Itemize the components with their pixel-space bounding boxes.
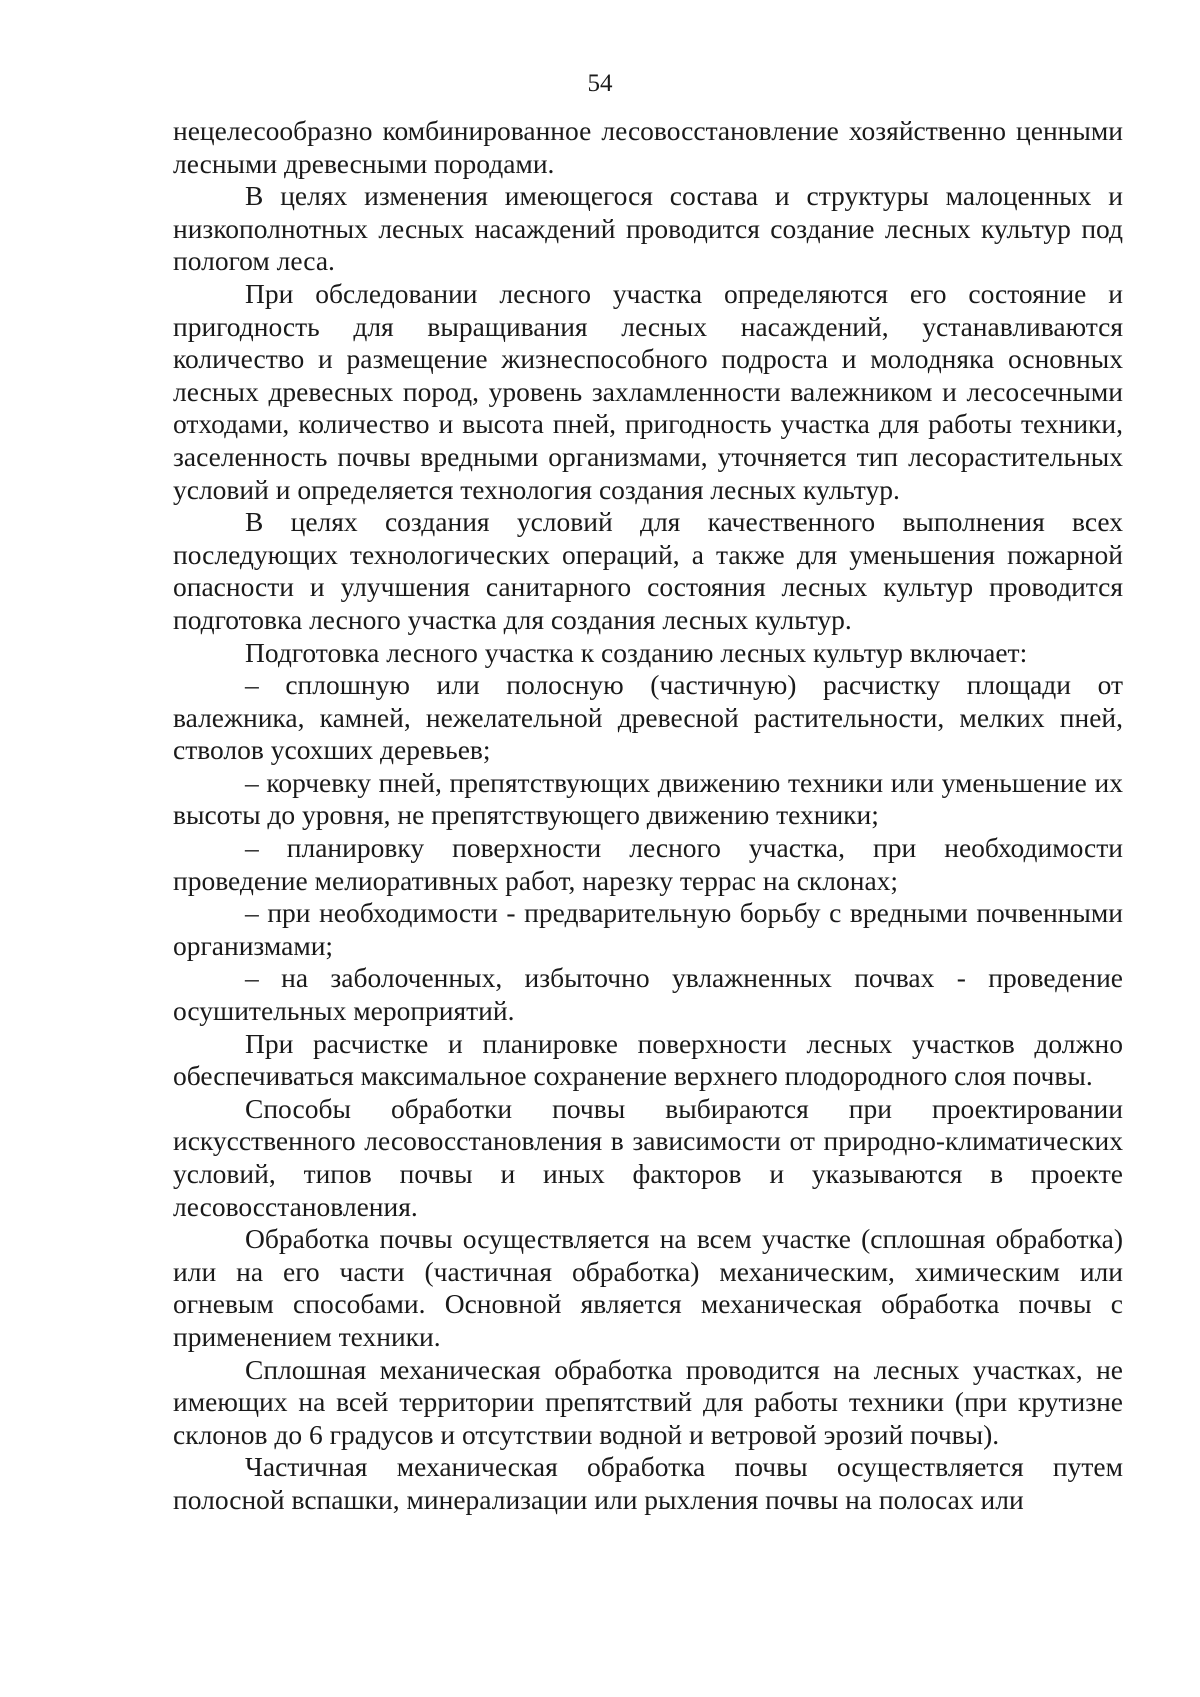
paragraph: В целях создания условий для качественного выполнения всех последующих технологических операций, а также для уменьшения пожарной опасности и улучшения санитарного состояния лесных культур проводится подготовка лесного участка для создания лесных культур.: [173, 506, 1123, 635]
paragraph: В целях изменения имеющегося состава и структуры малоценных и низкополнотных лесных насаждений проводится создание лесных культур под пологом леса.: [173, 180, 1123, 277]
paragraph: Обработка почвы осуществляется на всем участке (сплошная обработка) или на его части (частичная обработка) механическим, химическим или огневым способами. Основной является механическая обработка почвы с применением техники.: [173, 1223, 1123, 1352]
list-item: – корчевку пней, препятствующих движению техники или уменьшение их высоты до уровня, не препятствующего движению техники;: [173, 766, 1123, 831]
page-number: 54: [587, 70, 613, 97]
list-item: – на заболоченных, избыточно увлажненных почвах - проведение осушительных мероприятий.: [173, 962, 1123, 1027]
paragraph: Способы обработки почвы выбираются при проектировании искусственного лесовосстановления в зависимости от природно-климатических условий, типов почвы и иных факторов и указываются в проекте лесовосстановления.: [173, 1092, 1123, 1222]
paragraph: Частичная механическая обработка почвы осуществляется путем полосной вспашки, минерализации или рыхления почвы на полосах или: [173, 1451, 1123, 1515]
document-body: [173, 115, 1123, 1517]
list-item: – при необходимости - предварительную борьбу с вредными почвенными организмами;: [173, 897, 1123, 961]
list-item: – сплошную или полосную (частичную) расчистку площади от валежника, камней, нежелательной древесной растительности, мелких пней, стволов усохших деревьев;: [173, 669, 1123, 766]
paragraph: нецелесообразно комбинированное лесовосстановление хозяйственно ценными лесными древесными породами.: [173, 115, 1123, 179]
paragraph: Сплошная механическая обработка проводится на лесных участках, не имеющих на всей территории препятствий для работы техники (при крутизне склонов до 6 градусов и отсутствии водной и ветровой эрозий почвы).: [173, 1353, 1123, 1450]
paragraph: При расчистке и планировке поверхности лесных участков должно обеспечиваться максимальное сохранение верхнего плодородного слоя почвы.: [173, 1027, 1123, 1092]
paragraph: При обследовании лесного участка определяются его состояние и пригодность для выращивания лесных насаждений, устанавливаются количество и размещение жизнеспособного подроста и молодняка основных лесных древесных пород, уровень захламленности валежником и лесосечными отходами, количество и высота пней, пригодность участка для работы техники, заселенность почвы вредными организмами, уточняется тип лесорастительных условий и определяется технология создания лесных культур.: [173, 277, 1123, 505]
list-item: – планировку поверхности лесного участка, при необходимости проведение мелиоративных работ, нарезку террас на склонах;: [173, 832, 1123, 896]
paragraph: Подготовка лесного участка к созданию лесных культур включает:: [245, 636, 1028, 668]
